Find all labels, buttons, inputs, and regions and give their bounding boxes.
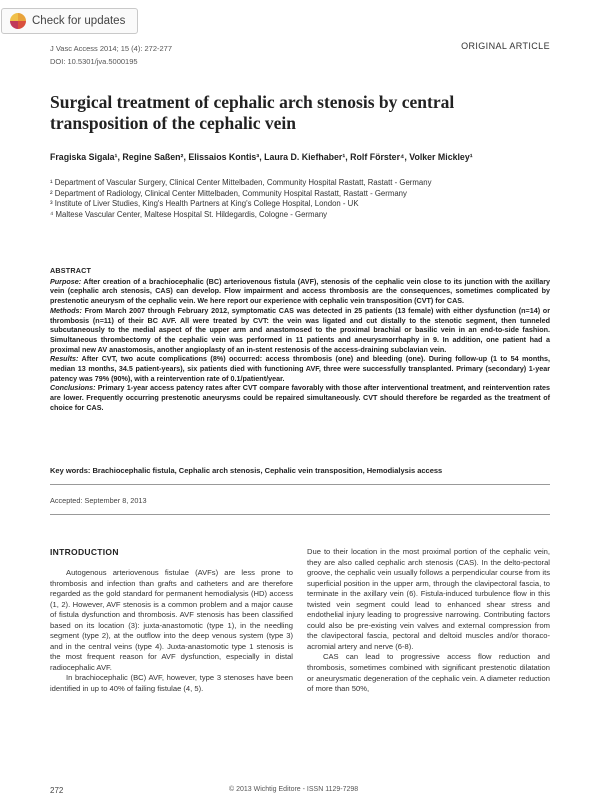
affiliations [50,178,550,220]
abstract-conclusions [50,383,550,412]
divider [50,514,550,515]
purpose-label: Purpose: [50,276,82,286]
page-number: 272 [50,786,64,795]
author-list: Fragiska Sigala¹, Regine Saßen², Elissaios Kontis³, Laura D. Kiefhaber¹, Rolf Förster⁴, Volker Mickley¹ [50,152,473,162]
abstract-heading: ABSTRACT [50,266,92,275]
check-for-updates-badge[interactable] [1,8,138,34]
abstract-purpose [50,277,550,306]
results-label: Results: [50,354,79,364]
accepted-date: Accepted: September 8, 2013 [50,496,147,505]
crossmark-icon [10,13,26,29]
intro-heading: INTRODUCTION [50,547,119,557]
left-column [50,568,293,695]
abstract-methods [50,306,550,355]
journal-info [50,42,172,68]
intro-paragraph-2: In brachiocephalic (BC) AVF, however, type 3 stenoses have been identified in up to 40% of failing fistulae (4, 5). [50,673,293,694]
badge-label: Check for updates [32,15,126,27]
abstract-results [50,354,550,383]
affiliation-1: ¹ Department of Vascular Surgery, Clinical Center Mittelbaden, Community Hospital Rastatt, Rastatt - Germany [50,178,432,187]
section-label: ORIGINAL ARTICLE [461,41,550,51]
abstract [50,266,550,413]
right-column [307,547,550,695]
article-title: Surgical treatment of cephalic arch stenosis by central transposition of the cephalic vein [50,92,455,133]
affiliation-3: ³ Institute of Liver Studies, King's Health Partners at King's College Hospital, London - UK [50,199,359,209]
divider [50,484,550,485]
purpose-text: After creation of a brachiocephalic (BC) arteriovenous fistula (AVF), stenosis of the cephalic vein close to its junction with the axillary vein (cephalic arch stenosis, CAS) can develop. Flow impairment and access thrombosis are the consequences, sometimes complicated by prestenotic aneurysm of the cephalic vein. We here report our experience with cephalic vein transposition (CVT) for CAS. [50,276,550,306]
intro-paragraph-4: CAS can lead to progressive access flow reduction and thrombosis, sometimes combined with significant prestenotic dilatation or aneurysmatic degeneration of the cephalic vein. A diameter reduction of more than 50%, [307,652,550,694]
keywords: Key words: Brachiocephalic fistula, Cephalic arch stenosis, Cephalic vein transposition, Hemodialysis access [50,466,443,475]
methods-label: Methods: [50,305,82,315]
copyright: © 2013 Wichtig Editore - ISSN 1129-7298 [229,786,359,793]
intro-paragraph-1: Autogenous arteriovenous fistulae (AVFs) are less prone to thrombosis and infection than grafts and catheters and are therefore regarded as the gold standard for permanent hemodialysis (HD) access (1, 2). However, AVF stenosis is a common problem and a major cause of fistula dysfunction and thrombosis. AVF stenosis has been classified based on its location (3): juxta-anastomotic (type 1), in the needling segment (type 2), at the outflow into the deep venous system (type 3) and in the central veins (type 4). Juxta-anastomotic type 1 stenosis is the most frequent reason for AVF dysfunction, especially in distal radiocephalic AVF. [50,568,293,672]
methods-text: From March 2007 through February 2012, symptomatic CAS was detected in 25 patients (13 female) with either dysfunction (n=14) or thrombosis (n=11) of their BC AVF. All were treated by CVT: the vein was ligated and cut distally to the stenotic segment, then tunneled subcutaneously to the medial aspect of the upper arm and anastomosed to the proximal brachial or basilic vein in an end-to-side fashion. Simultaneous thrombectomy of the cephalic vein was performed in 11 patients and aneurysmorrhaphy in 9. In addition, one patient had a proximal new AV anastomosis, another angioplasty of an in-stent restenosis of the access-draining subclavian vein. [50,305,550,354]
affiliation-4: ⁴ Maltese Vascular Center, Maltese Hospital St. Hildegardis, Cologne - Germany [50,209,328,219]
results-text: After CVT, two acute complications (8%) occurred: access thrombosis (one) and bleeding (one). During follow-up (1 to 54 months, median 13 months, 34.5 patient-years), six patients died with functioning AVF, three were successfully transplanted. Primary (secondary) 1-year patency was 79% (90%), with a reintervention rate of 0.1/patient/year. [50,354,550,383]
journal-doi: DOI: 10.5301/jva.5000195 [50,57,138,66]
journal-citation: J Vasc Access 2014; 15 (4): 272-277 [50,44,173,53]
conclusions-label: Conclusions: [50,383,96,393]
intro-paragraph-3: Due to their location in the most proximal portion of the cephalic vein, they are also called cephalic arch stenosis (CAS). In the delto-pectoral groove, the cephalic vein usually follows a perpendicular course from its superficial position in the upper arm, through the clavipectoral fascia, to terminate in the axillary vein (6). Fistula-induced turbulence flow in this twisted vein segment could lead to enhanced shear stress and endothelial injury leading to progressive narrowing. Contributing factors could also be pre-existing vein valves and external compression from the clavipectoral fascia, pectoral and deltoid muscles and/or thoraco-acromial artery and nerve (6-8). [307,547,550,651]
affiliation-2: ² Department of Radiology, Clinical Center Mittelbaden, Community Hospital Rastatt, Rastatt - Germany [50,188,407,198]
conclusions-text: Primary 1-year access patency rates after CVT compare favorably with those after interventional treatment, and reintervention rates are lower. Frequently occurring prestenotic aneurysms could be repaired simultaneously. CVT should therefore be regarded as the treatment of choice for CAS. [50,383,550,412]
